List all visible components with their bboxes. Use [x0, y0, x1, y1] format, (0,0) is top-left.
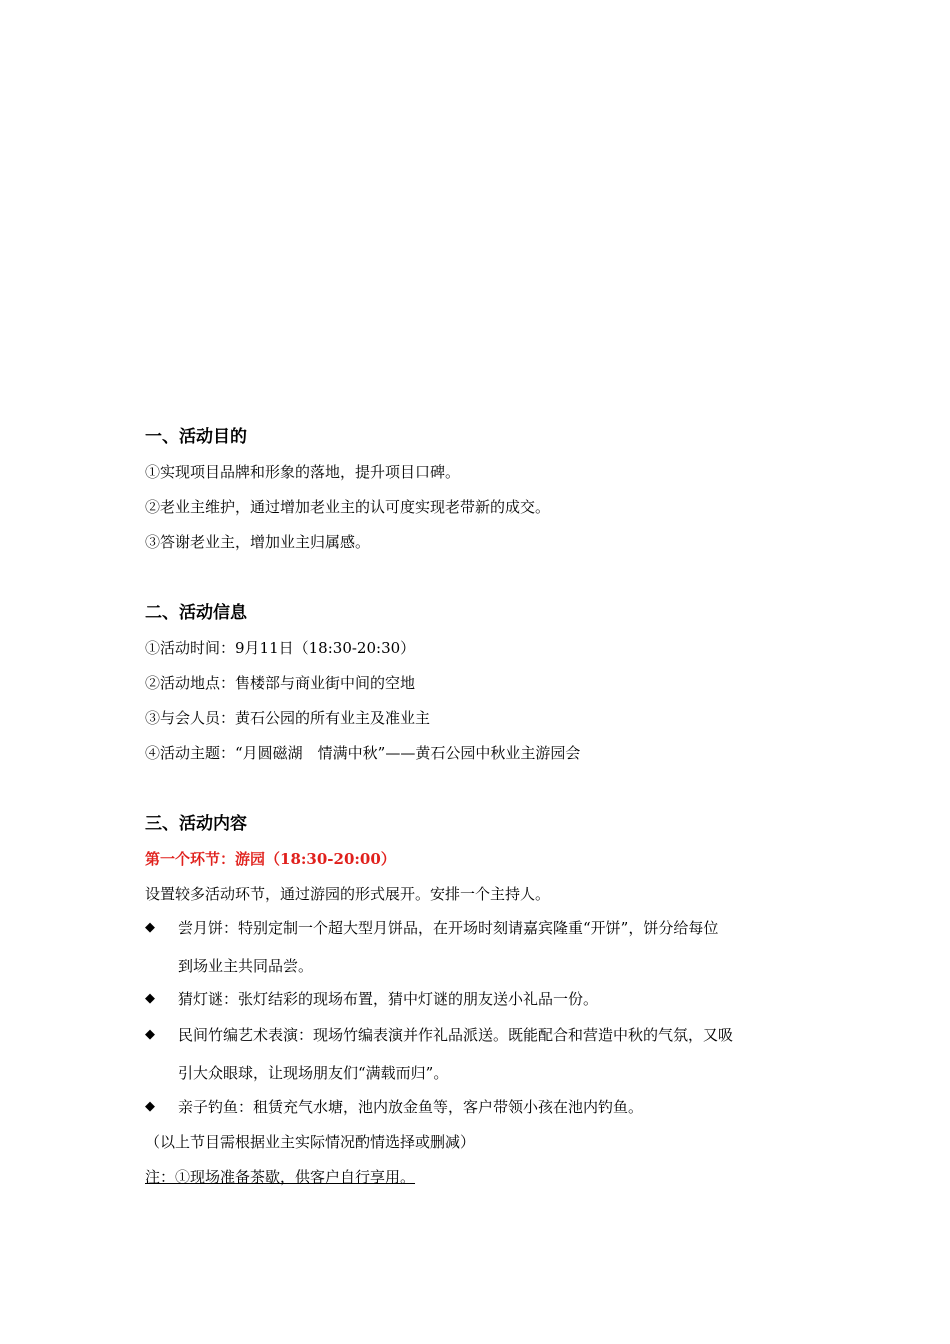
- bullet-item-1-line2: 到场业主共同品尝。: [178, 957, 314, 975]
- section1-item-3: ③答谢老业主，增加业主归属感。: [145, 533, 371, 551]
- bullet-diamond-icon: ◆: [145, 1027, 155, 1042]
- section2-item-2: ②活动地点：售楼部与商业街中间的空地: [145, 674, 416, 692]
- section3-remark: （以上节目需根据业主实际情况酌情选择或删减）: [145, 1133, 476, 1151]
- bullet-item-4-line1: 亲子钓鱼：租赁充气水塘，池内放金鱼等，客户带领小孩在池内钓鱼。: [178, 1098, 644, 1116]
- section2-item-1: ①活动时间：9月11日（18:30-20:30）: [145, 639, 416, 657]
- bullet-diamond-icon: ◆: [145, 1099, 155, 1114]
- section1-heading: 一、活动目的: [145, 427, 247, 447]
- bullet-item-2-line1: 猜灯谜：张灯结彩的现场布置，猜中灯谜的朋友送小礼品一份。: [178, 990, 599, 1008]
- bullet-diamond-icon: ◆: [145, 920, 155, 935]
- section2-item-4: ④活动主题：“月圆磁湖 情满中秋”——黄石公园中秋业主游园会: [145, 744, 581, 762]
- bullet-diamond-icon: ◆: [145, 991, 155, 1006]
- section1-item-1: ①实现项目品牌和形象的落地，提升项目口碑。: [145, 463, 461, 481]
- bullet-item-3-line1: 民间竹编艺术表演：现场竹编表演并作礼品派送。既能配合和营造中秋的气氛，又吸: [178, 1026, 734, 1044]
- section3-note: 注：①现场准备茶歇，供客户自行享用。: [145, 1168, 416, 1186]
- section2-item-3: ③与会人员：黄石公园的所有业主及准业主: [145, 709, 431, 727]
- section3-heading: 三、活动内容: [145, 814, 247, 834]
- section2-heading: 二、活动信息: [145, 603, 247, 623]
- section3-intro: 设置较多活动环节，通过游园的形式展开。安排一个主持人。: [145, 885, 551, 903]
- section3-subheading: 第一个环节：游园（18:30-20:00）: [145, 850, 396, 868]
- bullet-item-3-line2: 引大众眼球，让现场朋友们“满载而归”。: [178, 1064, 449, 1082]
- bullet-item-1-line1: 尝月饼：特别定制一个超大型月饼品，在开场时刻请嘉宾隆重“开饼”，饼分给每位: [178, 919, 719, 937]
- section1-item-2: ②老业主维护，通过增加老业主的认可度实现老带新的成交。: [145, 498, 551, 516]
